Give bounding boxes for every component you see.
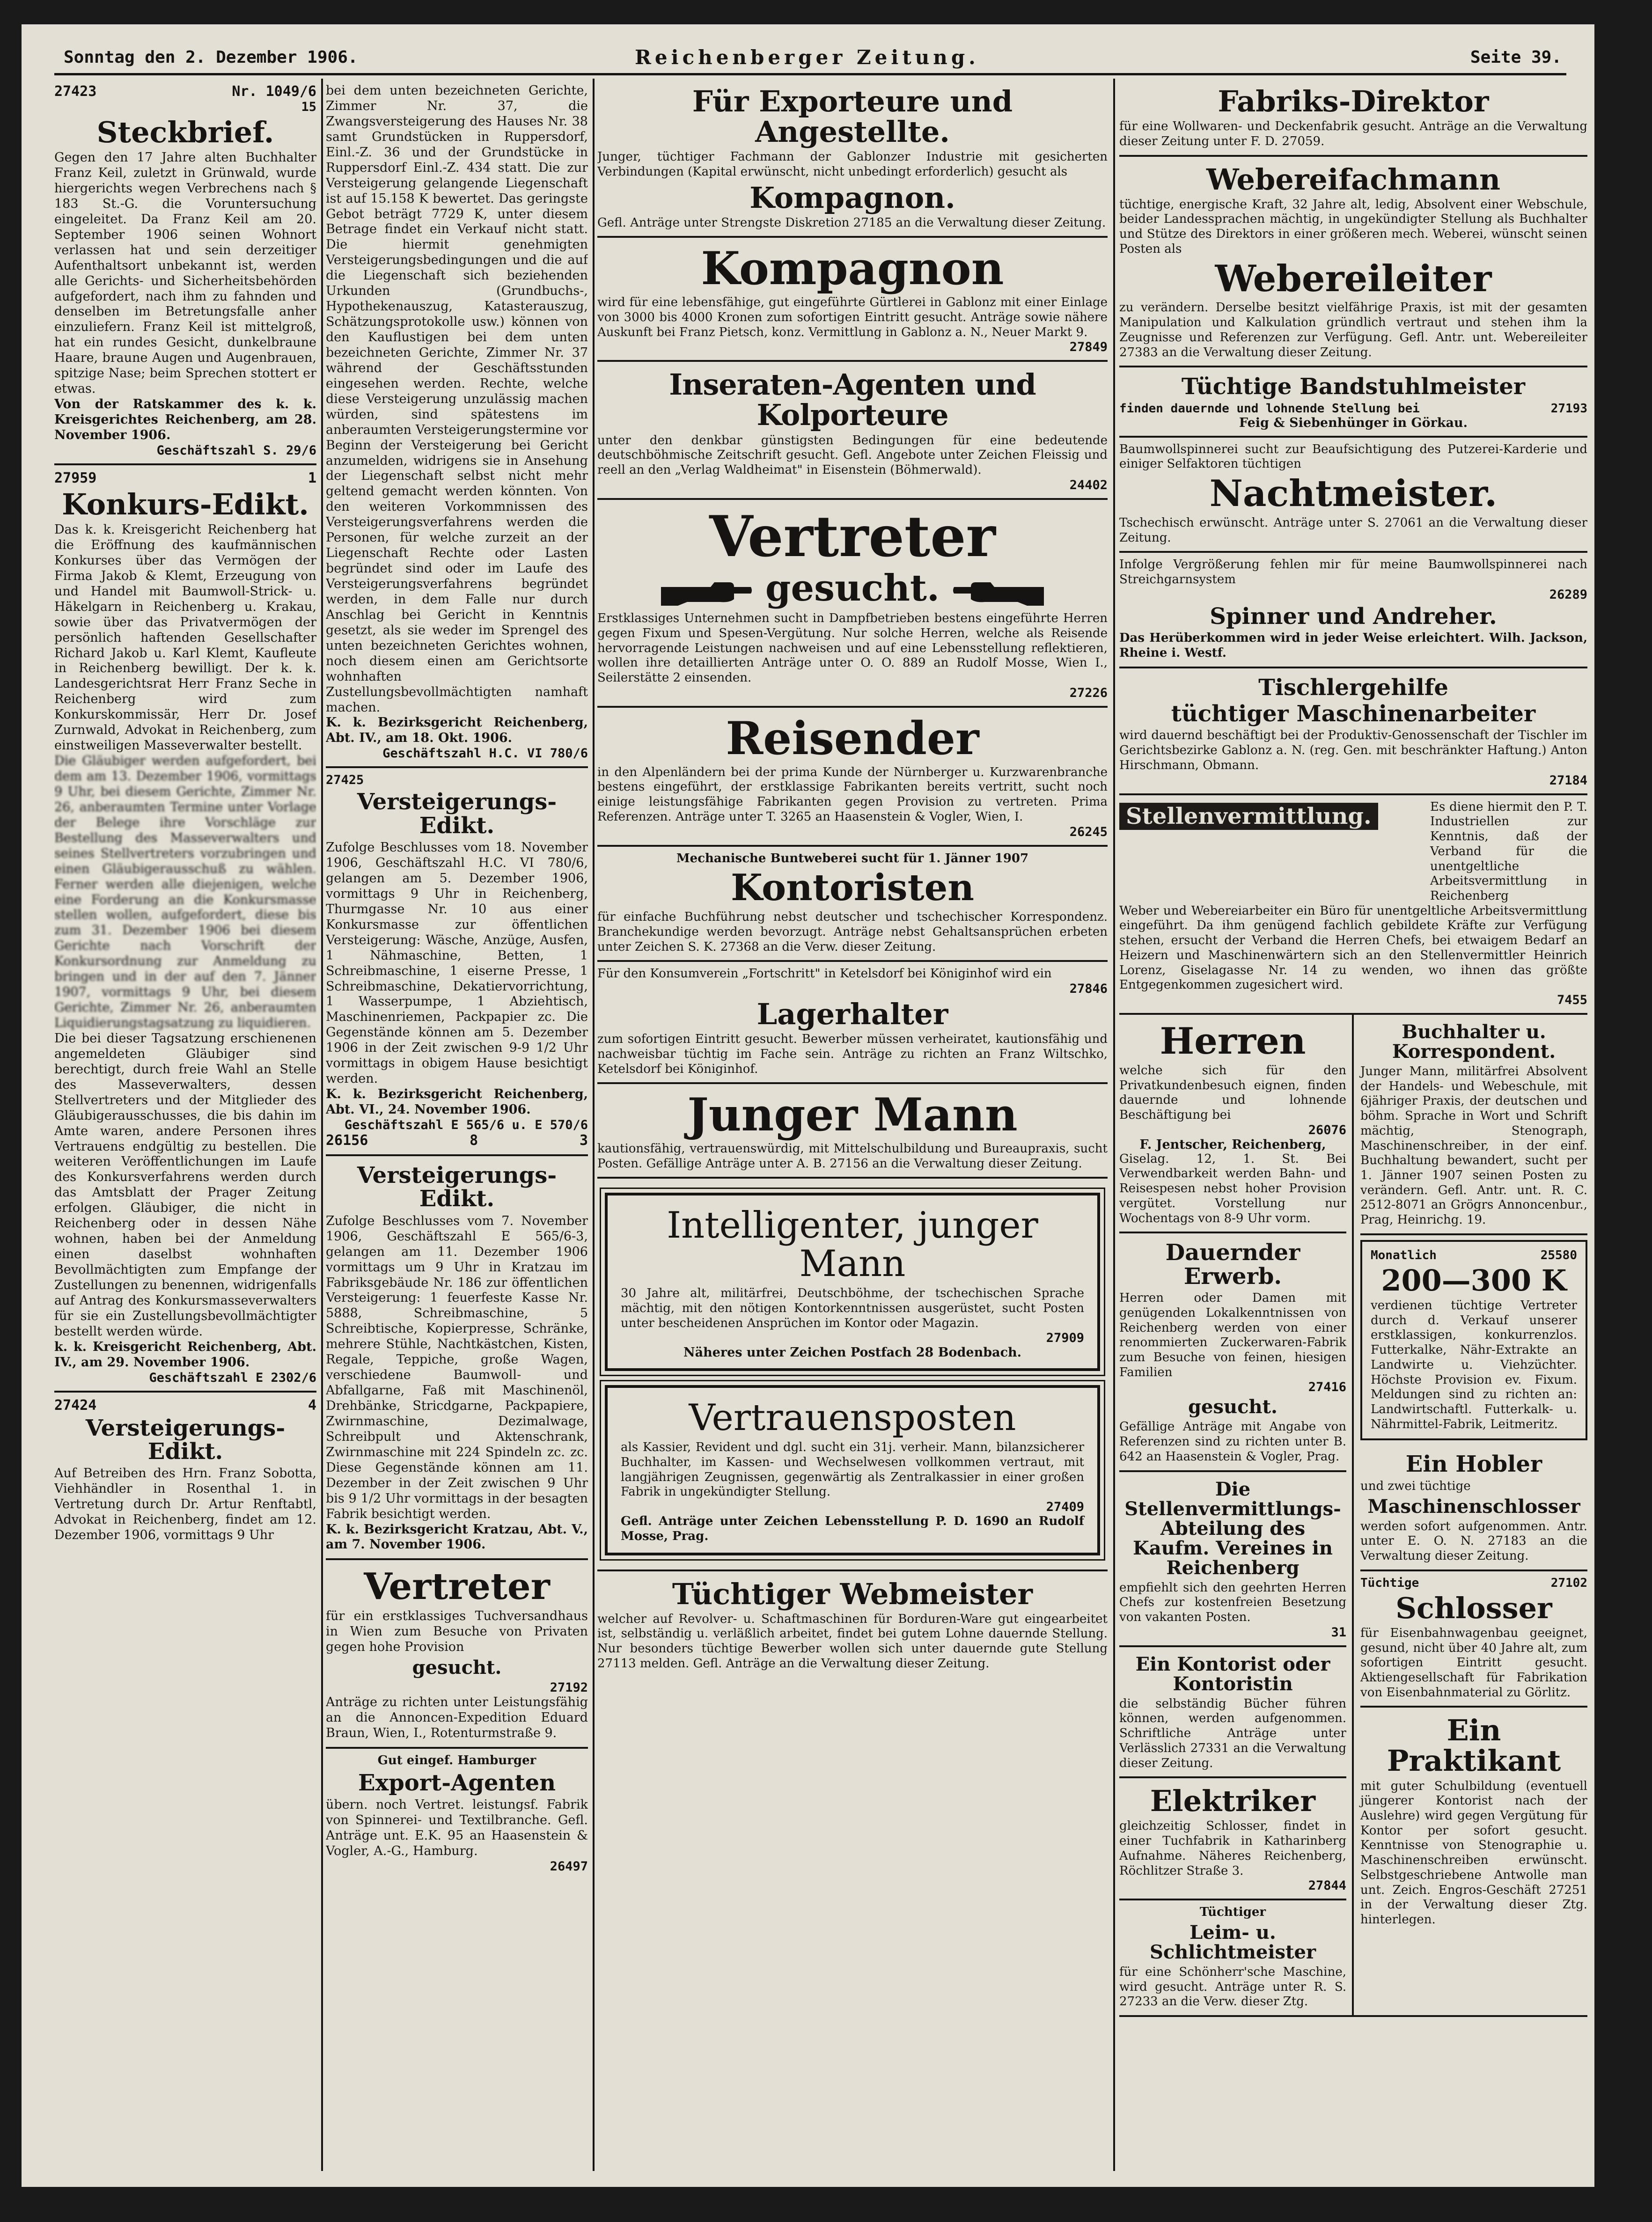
ad-pretitle: Tüchtiger xyxy=(1199,1905,1266,1920)
ad-code: 27844 xyxy=(1308,1878,1346,1893)
ad-title: Inseraten-Agenten und Kolporteure xyxy=(669,367,1036,433)
page-header xyxy=(54,38,1566,76)
ad-body-2: Weber und Webereiarbeiter ein Büro für unentgeltliche Arbeitsvermittlung eingeführt. Da ihm genügend fachlich gebildete Kräfte zur Verfügung stehen, ersucht der Verband die Herren Chefs, bei etwaigem Bedarf an Heizern und Maschinenwärtern sich an den Stellenvermittler Heinrich Lorenz, Giselagasse Nr. 14 zu wenden, wo ihnen das größte Entgegenkommen zugesichert wird. xyxy=(1119,903,1587,992)
ad-body: Auf Betreiben des Hrn. Franz Sobotta, Viehhändler in Rosenthal 1. in Vertretung durch Dr. Artur Renftabtl, Advokat in Reichenberg, findet am 12. Dezember 1906, vormittags 9 Uhr xyxy=(54,1466,316,1543)
ad-body: für eine Wollwaren- und Deckenfabrik gesucht. Anträge an die Verwaltung dieser Zeitung unter F. D. 27059. xyxy=(1119,119,1587,148)
ad-code: 25580 xyxy=(1540,1248,1577,1262)
ad-continuation xyxy=(326,79,588,768)
ad-pretitle: Für den Konsumverein „Fortschritt" in Ketelsdorf bei Königinhof wird ein xyxy=(597,967,1052,981)
ad-body: 30 Jahre alt, militärfrei, Deutschböhme, der tschechischen Sprache mächtig, mit den nötigen Kontorkenntnissen ausgerüstet, sucht Posten unter bescheidenen Ansprüchen im Kontor oder Magazin. xyxy=(621,1286,1084,1330)
column-divider xyxy=(321,79,323,2171)
ad-body-2: Gefl. Anträge unter Zeichen Lebensstellung P. D. 1690 an Rudolf Mosse, Prag. xyxy=(621,1514,1084,1543)
ad-body: übern. noch Vertret. leistungsf. Fabrik von Spinnerei- und Textilbranche. Gefl. Anträge unt. E.K. 95 an Haasenstein & Vogler, A.-G., Hamburg. xyxy=(326,1797,588,1858)
ad-title: Buchhalter u. Korrespondent. xyxy=(1392,1020,1556,1063)
ad-title: Spinner und Andreher. xyxy=(1210,603,1497,630)
ad-code: 27416 xyxy=(1308,1380,1346,1395)
ad-body: Junger, tüchtiger Fachmann der Gablonzer Industrie mit gesicherten Verbindungen (Kapital erwünscht, nicht unbedingt erforderlich) gesucht als xyxy=(597,150,1108,179)
ad-title: Versteigerungs-Edikt. xyxy=(357,789,557,839)
ad-title: 200—300 K xyxy=(1381,1263,1567,1298)
ad-body: empfiehlt sich den geehrten Herren Chefs zur kostenfreien Besetzung von vakanten Posten. xyxy=(1119,1580,1346,1625)
pointing-hand-right-icon xyxy=(659,573,753,609)
ad-title: Nachtmeister. xyxy=(1209,472,1498,515)
ad-body: Gegen den 17 Jahre alten Buchhalter Franz Keil, zuletzt in Grünwald, wurde hiergerichts wegen Verbrechens nach § 183 St.-G. die Voruntersuchung eingeleitet. Da Franz Keil am 20. September 1906 seinen Wohnort verlassen hat und sein derzeitiger Aufenthaltsort unbekannt ist, werden alle Gerichts- und Sicherheitsbehörden aufgefordert, nach ihm zu fahnden und denselben im Betretungsfalle anher einzuliefern. Franz Keil ist mittelgroß, hat ein rundes Gesicht, dunkelbraune Haare, braune Augen und Augenbrauen, spitzige Nase; beim Sprechen stottert er etwas. xyxy=(54,150,316,396)
ad-title: Junger Mann xyxy=(687,1088,1018,1142)
ad-title: Tüchtige Bandstuhlmeister xyxy=(1181,374,1526,400)
ad-stellenvermittlung-kaufm xyxy=(1119,1472,1346,1647)
ad-lagerhalter xyxy=(597,962,1108,1084)
ad-title: Konkurs-Edikt. xyxy=(62,487,309,521)
ad-leim-schlichtmeister xyxy=(1119,1900,1346,2015)
ad-versteigerung-1 xyxy=(54,1393,316,1549)
ad-subtitle: Kompagnon. xyxy=(749,180,955,215)
ad-stellenvermittlung xyxy=(1119,795,1587,1015)
ad-body: Junger Mann, militärfrei Absolvent der Handels- und Webeschule, mit 6jähriger Praxis, der deutschen und böhm. Sprache in Wort und Schrift mächtig, Stenograph, Maschinenschreiber, in der einf. Buchhaltung bewandert, sucht per 1. Jänner 1907 seinen Posten zu verändern. Gefl. Antr. unt. R. C. 2512-8071 an Grögrs Annoncenbur., Prag, Heinrichg. 19. xyxy=(1360,1064,1587,1227)
ad-webereifachmann xyxy=(1119,157,1587,368)
column-4 xyxy=(1119,79,1587,2171)
column-1 xyxy=(54,79,316,2171)
ad-steckbrief xyxy=(54,79,316,465)
ad-body: kautionsfähig, vertrauenswürdig, mit Mittelschulbildung und Bureaupraxis, sucht Posten. Gefällige Anträge unter A. B. 27156 an die Verwaltung dieser Zeitung. xyxy=(597,1142,1108,1171)
ad-signature: k. k. Kreisgericht Reichenberg, Abt. IV., am 29. November 1906. xyxy=(54,1339,316,1370)
ad-title: Schlosser xyxy=(1395,1591,1552,1625)
ad-code: 27846 xyxy=(1069,981,1108,996)
ad-pretitle: Tüchtige xyxy=(1360,1576,1419,1590)
ad-title: Reisender xyxy=(726,711,979,765)
ad-title: Die Stellenvermittlungs-Abteilung des Kaufm. Vereines in Reichenberg xyxy=(1124,1478,1341,1579)
header-masthead: Reichenberger Zeitung. xyxy=(635,46,979,69)
ad-body: Zufolge Beschlusses vom 7. November 1906, Geschäftszahl E 565/6-3, gelangen am 11. Dezember 1906 vormittags um 9 Uhr in Kratzau im Fabriksgebäude Nr. 186 zur öffentlichen Versteigerung: 1 feuerfeste Kasse Nr. 5888, Schreibmaschine, 5 Schreibtische, Kopierpresse, Schränke, mehrere Stühle, Nachtkästchen, Kisten, Regale, Teppiche, große Wagen, verschiedene Baumwoll- und Abfallgarne, Faß mit Maschinenöl, Drehbänke, Stricdgarne, Packpapiere, Zwirnmaschine, Dezimalwage, Schreibpult und Aktenschrank, Zwirnmaschine mit 224 Spindeln zc. zc. Diese Gegenstände können am 11. Dezember in der Zeit zwischen 9 Uhr bis 9 1/2 Uhr vormittags in der besagten Fabrik besichtigt werden. xyxy=(326,1213,588,1521)
ad-kontorist xyxy=(1119,1647,1346,1779)
ad-body: für eine Schönherr'sche Maschine, wird gesucht. Anträge unter R. S. 27233 an die Verw. dieser Ztg. xyxy=(1119,1965,1346,2009)
ad-body: Zufolge Beschlusses vom 18. November 1906, Geschäftszahl H.C. VI 780/6, gelangen am 5. Dezember 1906, vormittags 9 Uhr in Reichenberg, Thurmgasse Nr. 10 aus einer Konkursmasse zur öffentlichen Versteigerung: Wäsche, Anzüge, Ausfen, 1 Nähmaschine, Betten, 1 Schreibmaschine, 1 eiserne Presse, 1 Schreibmaschine, Dekatiervorrichtung, 1 Wasserpumpe, 1 Abziehtisch, Maschinenriemen, Packpapier zc. Die Gegenstände können am 5. Dezember 1906 in der Zeit zwischen 9-9 1/2 Uhr vormittags in obigem Hause besichtigt werden. xyxy=(326,840,588,1086)
header-page-number: Seite 39. xyxy=(1470,48,1562,67)
ad-title: Lagerhalter xyxy=(756,997,948,1031)
ad-title: Ein Hobler xyxy=(1405,1451,1542,1478)
ad-subtitle: tüchtiger Maschinenarbeiter xyxy=(1171,701,1536,727)
ad-title: Kompagnon xyxy=(701,242,1004,295)
ad-title: Vertrauensposten xyxy=(689,1397,1016,1439)
ad-signature: F. Jentscher, Reichenberg, xyxy=(1139,1137,1326,1152)
ad-title: Webereifachmann xyxy=(1206,162,1501,197)
ad-pretitle: Infolge Vergrößerung fehlen mir für meine Baumwollspinnerei nach Streichgarnsystem xyxy=(1119,557,1587,587)
ad-code: 26245 xyxy=(1069,824,1108,839)
ad-pretitle: Baumwollspinnerei sucht zur Beaufsichtigung des Putzerei-Karderie und einiger Selfaktoren tüchtigen xyxy=(1119,442,1587,471)
ad-title: Vertreter xyxy=(364,1565,550,1608)
ad-kontoristen xyxy=(597,847,1108,962)
ad-code: 26076 xyxy=(1308,1122,1346,1137)
ad-number: 3 xyxy=(579,1132,588,1149)
ad-body: bei dem unten bezeichneten Gerichte, Zimmer Nr. 37, die Zwangsversteigerung des Hauses Nr. 38 samt Grundstücken in Ruppersdorf, Einl.-Z. 36 und der Grundstücke in Ruppersdorf Einl.-Z. 434 statt. Die zur Versteigerung gelangende Liegenschaft ist auf 15.158 K bewertet. Das geringste Gebot beträgt 7729 K, unter diesem Betrage findet ein Verkauf nicht statt. Die hiermit genehmigten Versteigerungsbedingungen und die auf die Liegenschaft sich beziehenden Urkunden (Grundbuchs-, Hypothekenauszug, Katasterauszug, Schätzungsprotokolle usw.) können von den Kauflustigen bei dem unten bezeichneten Gerichte, Zimmer Nr. 37 während der Geschäftsstunden eingesehen werden. Rechte, welche diese Versteigerung unzulässig machen würden, sind spätestens im anberaumten Versteigerungstermine vor Beginn der Versteigerung bei Gericht anzumelden, widrigens sie in Ansehung der Liegenschaft selbst nicht mehr geltend gemacht werden könnten. Von den weiteren Vorkommnissen des Versteigerungsverfahrens werden die Personen, für welche zurzeit an der Liegenschaft Rechte oder Lasten begründet sind oder im Laufe des Versteigerungsverfahrens begründet werden, in dem Falle nur durch Anschlag bei Gericht in Kenntnis gesetzt, als sie weder im Sprengel des unten bezeichneten Gerichtes wohnen, noch diesem einen am Gerichtsorte wohnhaften Zustellungsbevollmächtigten namhaft machen. xyxy=(326,83,588,715)
ad-body: zum sofortigen Eintritt gesucht. Bewerber müssen verheiratet, kautionsfähig und nachweisbar tüchtig im Fache sein. Anträge zu richten an Franz Wiltschko, Ketelsdorf bei Königinhof. xyxy=(597,1032,1108,1076)
ad-signature: K. k. Bezirksgericht Reichenberg, Abt. IV., am 18. Okt. 1906. xyxy=(326,715,588,746)
ad-code: 26289 xyxy=(1549,587,1587,602)
ad-body: Herren oder Damen mit genügenden Lokalkenntnissen von Reichenberg werden von einer renommierten Zuckerwaren-Fabrik zum Besuche von feinen, hiesigen Familien xyxy=(1119,1291,1346,1379)
ad-body: Tschechisch erwünscht. Anträge unter S. 27061 an die Verwaltung dieser Zeitung. xyxy=(1119,515,1587,545)
ad-body: für Eisenbahnwagenbau geeignet, gesund, nicht über 40 Jahre alt, zum sofortigen Eintritt gesucht. Aktiengesellschaft für Fabrikation von Eisenbahnmaterial zu Görlitz. xyxy=(1360,1626,1587,1700)
column-divider xyxy=(1113,79,1115,2171)
ad-title: Ein Praktikant xyxy=(1387,1713,1561,1778)
case-ref: Nr. 1049/6 xyxy=(232,83,316,100)
ad-tischlergehilfe xyxy=(1119,668,1587,795)
ad-intelligenter-mann xyxy=(605,1193,1100,1371)
ad-pretitle: und zwei tüchtige xyxy=(1360,1479,1471,1493)
column-divider xyxy=(593,79,595,2171)
ad-body: Erstklassiges Unternehmen sucht in Dampfbetrieben bestens eingeführte Herren gegen Fixum und Spesen-Vergütung. Nur solche Herren, welche als Reisende hervorragende Leistungen nachweisen und auf eine Lebensstellung reflektieren, wollen ihre detaillierten Anträge unter O. O. 889 an Rudolf Mosse, Wien I., Seilerstätte 2 einsenden. xyxy=(597,611,1108,685)
ad-signature: Feig & Siebenhünger in Görkau. xyxy=(1239,415,1468,430)
ad-signature: Näheres unter Zeichen Postfach 28 Bodenbach. xyxy=(683,1345,1022,1360)
ad-pretitle: Gut eingef. Hamburger xyxy=(377,1753,536,1767)
ad-number: 1 xyxy=(308,469,316,486)
ad-body: als Kassier, Revident und dgl. sucht ein 31j. verheir. Mann, bilanzsicherer Buchhalter, im Kassen- und Wechselwesen vollkommen vertraut, mit langjährigen Zeugnissen, gegenwärtig als Zentralkassier in einer großen Fabrik in ungekündigter Stellung. xyxy=(621,1440,1084,1499)
ad-pretitle: Mechanische Buntweberei sucht für 1. Jänner 1907 xyxy=(676,851,1029,865)
ad-body: für ein erstklassiges Tuchversandhaus in Wien zum Besuche von Privaten gegen hohe Provision xyxy=(326,1609,588,1655)
ad-body: in den Alpenländern bei der prima Kunde der Nürnberger u. Kurzwarenbranche bestens eingeführt, der erstklassige Fabrikanten bereits vertritt, sucht noch einige leistungsfähige Fabrikanten gegen Provision zu vertreten. Prima Referenzen. Anträge unter T. 3265 an Haasenstein & Vogler, Wien, I. xyxy=(597,765,1108,824)
ad-signature: K. k. Bezirksgericht Reichenberg, Abt. VI., 24. November 1906. xyxy=(326,1087,588,1117)
ad-dauernder-erwerb xyxy=(1119,1233,1346,1472)
file-number: Geschäftszahl S. 29/6 xyxy=(156,443,316,458)
ad-export-agenten xyxy=(326,1749,588,1879)
ad-code: 31 xyxy=(1331,1625,1346,1640)
ad-body: tüchtige, energische Kraft, 32 Jahre alt, ledig, Absolvent einer Webschule, beider Landessprachen mächtig, in ungekündigter Stellung als Buchhalter und Stütze des Direktors in einer größeren mech. Weberei, wünscht seinen Posten als xyxy=(1119,197,1587,256)
ad-hobler xyxy=(1360,1445,1587,1571)
ad-nachtmeister xyxy=(1119,438,1587,553)
ad-subtitle: gesucht. xyxy=(765,566,940,609)
ad-body: Das Herüberkommen wird in jeder Weise erleichtert. Wilh. Jackson, Rheine i. Westf. xyxy=(1119,631,1587,660)
ad-praktikant xyxy=(1360,1708,1587,1933)
ad-body: Es diene hiermit den P. T. Industriellen zur Kenntnis, daß der Verband für die unentgeltliche Arbeitsvermittlung in Reichenberg xyxy=(1430,799,1587,903)
ad-title: Tüchtiger Webmeister xyxy=(672,1577,1033,1611)
ad-body-2: Die bei dieser Tagsatzung erschienenen angemeldeten Gläubiger sind berechtigt, durch freie Wahl an Stelle des Masseverwalters, dessen Stellvertreters und der Mitglieder des Gläubigerausschusses, die bis dahin im Amte waren, andere Personen ihres Vertrauens endgültig zu bestellen. Die weiteren Veröffentlichungen im Laufe des Konkursverfahrens werden durch das Amtsblatt der Prager Zeitung erfolgen. Gläubiger, die nicht in Reichenberg oder in dessen Nähe wohnen, haben bei der Anmeldung einen daselbst wohnhaften Bevollmächtigten zum Empfange der Zustellungen zu benennen, widrigenfalls auf Antrag des Konkursmasseverwalters für sie ein Zustellungsbevollmächtigter bestellt werden würde. xyxy=(54,1031,316,1339)
ad-buchhalter xyxy=(1360,1015,1587,1235)
ad-vertreter-gesucht xyxy=(597,500,1108,708)
ad-body: gleichzeitig Schlosser, findet in einer Tuchfabrik in Katharinberg Aufnahme. Näheres Reichenberg, Röchlitzer Straße 3. xyxy=(1119,1819,1346,1878)
ad-body: welche sich für den Privatkundenbesuch eignen, finden dauernde und lohnende Beschäftigung bei xyxy=(1119,1063,1346,1122)
ad-title: Versteigerungs-Edikt. xyxy=(85,1415,286,1465)
ad-signature: Von der Ratskammer des k. k. Kreisgerichtes Reichenberg, am 28. November 1906. xyxy=(54,397,316,442)
ad-code: 27193 xyxy=(1550,401,1587,416)
ad-body: mit guter Schulbildung (eventuell jüngerer Kontorist nach der Auslehre) wird gegen Vergütung für Kontor per sofort gesucht. Kenntnisse von Stenographie u. Maschinenschreiben erwünscht. Selbstgeschriebene Antwolle man unt. Zeich. Engros-Geschäft 27251 in der Verwaltung dieser Ztg. hinterlegen. xyxy=(1360,1779,1587,1927)
ad-spinner xyxy=(1119,553,1587,668)
ad-body: für einfache Buchführung nebst deutscher und tschechischer Korrespondenz. Branchekundige werden bevorzugt. Anträge nebst Gehaltsansprüchen erbeten unter Zeichen S. K. 27368 an die Verw. dieser Zeitung. xyxy=(597,910,1108,954)
ad-body-2: Giselag. 12, 1. St. Bei Verwendbarkeit werden Bahn- und Reisespesen nebst hoher Provision vergütet. Vorstellung nur Wochentags von 8-9 Uhr vorm. xyxy=(1119,1151,1346,1225)
ad-body: welcher auf Revolver- u. Schaftmaschinen für Borduren-Ware gut eingearbeitet ist, selbständig u. verläßlich arbeitet, findet bei gutem Lohne dauernde Stellung. Nur besonders tüchtige Bewerber wollen sich unter dauernde gute Stellung 27113 melden. Gefl. Anträge an die Verwaltung dieser Zeitung. xyxy=(597,1612,1108,1671)
ad-title: Intelligenter, junger Mann xyxy=(667,1204,1038,1285)
ad-title: Tischlergehilfe xyxy=(1258,674,1448,701)
ad-webmeister xyxy=(597,1569,1108,1677)
ad-title: Versteigerungs-Edikt. xyxy=(357,1162,557,1212)
ad-schlosser xyxy=(1360,1571,1587,1708)
ad-elektriker xyxy=(1119,1778,1346,1900)
ad-code: 27909 xyxy=(1046,1331,1084,1346)
ad-subtitle: gesucht. xyxy=(1188,1396,1278,1418)
ad-code: 26156 xyxy=(326,1132,368,1149)
ad-code: 27184 xyxy=(1549,773,1587,788)
ad-code: 27423 xyxy=(54,83,97,100)
ad-title: Dauernder Erwerb. xyxy=(1165,1239,1300,1290)
column-2 xyxy=(326,79,588,2171)
ad-code: 27226 xyxy=(1069,685,1108,700)
ad-number: 4 xyxy=(308,1397,316,1414)
ad-code: 27424 xyxy=(54,1397,97,1414)
ad-body: Das k. k. Kreisgericht Reichenberg hat die Eröffnung des kaufmännischen Konkurses über das Vermögen der Firma Jakob & Klemt, Erzeugung von und Handel mit Baumwoll-Strick- u. Häkelgarn in Reichenberg u. Krakau, sowie über das Privatvermögen der persönlich haftenden Gesellschafter Richard Jakob u. Karl Klemt, Kaufleute in Reichenberg bewilligt. Der k. k. Landesgerichtsrat Herr Franz Seche in Reichenberg wird zum Konkurskommissär, Herr Dr. Josef Zurnwald, Advokat in Reichenberg, zum einstweiligen Masseverwalter bestellt. xyxy=(54,522,316,753)
ad-body-2: Gefl. Anträge unter Strengste Diskretion 27185 an die Verwaltung dieser Zeitung. xyxy=(597,215,1106,230)
ad-body: die selbständig Bücher führen können, werden aufgenommen. Schriftliche Anträge unter Verlässlich 27331 an die Verwaltung dieser Zeitung. xyxy=(1119,1696,1346,1770)
ad-fabriks-direktor xyxy=(1119,79,1587,157)
ad-body-2: Gefällige Anträge mit Angabe von Referenzen sind zu richten unter B. 642 an Haasenstein & Vogler, Prag. xyxy=(1119,1420,1346,1464)
ad-body: wird dauernd beschäftigt bei der Produktiv-Genossenschaft der Tischler im Gerichtsbezirke Gablonz a. N. (reg. Gen. mit beschränkter Haftung.) Anton Hirschmann, Obmann. xyxy=(1119,728,1587,772)
ad-title: Export-Agenten xyxy=(358,1769,556,1796)
ad-body: werden sofort aufgenommen. Antr. unter E. O. N. 27183 an die Verwaltung dieser Zeitung. xyxy=(1360,1519,1587,1563)
ad-code: 27959 xyxy=(54,469,97,486)
ad-code: 27409 xyxy=(1046,1500,1084,1515)
ad-body: unter den denkbar günstigsten Bedingungen für eine bedeutende deutschböhmische Zeitschrift gesucht. Gefl. Angebote unter Zeichen Fleissig und reell an den „Verlag Waldheimat" in Eisenstein (Böhmerwald). xyxy=(597,433,1108,477)
ad-code: 26497 xyxy=(550,1859,588,1874)
ad-herren xyxy=(1119,1015,1346,1233)
ad-junger-mann xyxy=(597,1084,1108,1179)
ad-subtitle: Webereileiter xyxy=(1215,257,1492,300)
file-number: Geschäftszahl H.C. VI 780/6 xyxy=(382,746,588,761)
case-ref-2: 15 xyxy=(301,100,316,114)
ad-kompagnon xyxy=(597,238,1108,362)
ad-body-smudged: Die Gläubiger werden aufgefordert, bei dem am 13. Dezember 1906, vormittags 9 Uhr, bei diesem Gerichte, Zimmer Nr. 26, anberaumten Termine unter Vorlage der Belege ihre Vorschläge zur Bestellung des Masseverwalters und seines Stellvertreters vorzubringen und einen Gläubigerausschuß zu wählen. Ferner werden alle diejenigen, welche eine Forderung an die Konkursmasse stellen wollen, aufgefordert, diese bis zum 31. Dezember 1906 bei diesem Gerichte nach Vorschrift der Konkursordnung zur Anmeldung zu bringen und in der auf den 7. Jänner 1907, vormittags 9 Uhr, bei diesem Gerichte, Zimmer Nr. 26, anberaumten Liquidierungstagsatzung zu liquidieren. xyxy=(54,754,316,1030)
ad-vertrauensposten xyxy=(605,1385,1100,1555)
ad-title: Stellenvermittlung. xyxy=(1119,803,1378,830)
ad-label: Monatlich xyxy=(1371,1248,1437,1262)
file-number: Geschäftszahl E 565/6 u. E 570/6 xyxy=(344,1117,588,1132)
file-number: Geschäftszahl E 2302/6 xyxy=(149,1370,316,1385)
ad-versteigerung-3 xyxy=(326,1156,588,1560)
ad-konkurs-edikt xyxy=(54,465,316,1393)
ad-title: Leim- u. Schlichtmeister xyxy=(1149,1921,1316,1964)
ad-number: 8 xyxy=(470,1132,478,1149)
ad-title: Steckbrief. xyxy=(96,115,274,149)
ad-body-2: zu verändern. Derselbe besitzt vielfährige Praxis, ist mit der gesamten Manipulation und Kalkulation gründlich vertraut und stehen ihm la Zeugnisse und Referenzen zur Verfügung. Gefl. Antr. unt. Webereileiter 27383 an die Verwaltung dieser Zeitung. xyxy=(1119,301,1587,359)
ad-vertreter-wien xyxy=(326,1560,588,1749)
ad-subtitle: gesucht. xyxy=(412,1657,502,1679)
header-rule xyxy=(54,73,1566,75)
header-date: Sonntag den 2. Dezember 1906. xyxy=(64,48,358,67)
ad-title: Herren xyxy=(1160,1019,1306,1063)
ad-code: 27849 xyxy=(1069,340,1108,355)
ad-code: 27102 xyxy=(1550,1576,1587,1590)
pointing-hand-left-icon xyxy=(952,573,1046,609)
ad-exporteure xyxy=(597,79,1108,238)
ad-subtitle: Maschinenschlosser xyxy=(1367,1495,1580,1518)
ad-signature: K. k. Bezirksgericht Kratzau, Abt. V., am 7. November 1906. xyxy=(326,1522,588,1552)
newspaper-page xyxy=(22,24,1594,2187)
ad-title: Für Exporteure und Angestellte. xyxy=(692,84,1013,149)
ad-body-2: Anträge zu richten unter Leistungsfähig an die Annoncen-Expedition Eduard Braun, Wien, I., Rotenturmstraße 9. xyxy=(326,1695,588,1740)
ad-body: finden dauernde und lohnende Stellung bei xyxy=(1119,401,1420,416)
ad-title: Ein Kontorist oder Kontoristin xyxy=(1135,1653,1330,1695)
ad-title: Kontoristen xyxy=(731,866,974,909)
ad-bandstuhlmeister xyxy=(1119,367,1587,437)
ad-inseraten-agenten xyxy=(597,362,1108,499)
ad-title: Vertreter xyxy=(709,503,996,570)
ad-code: 7455 xyxy=(1557,992,1587,1007)
ad-code: 27425 xyxy=(326,773,364,788)
ad-code: 24402 xyxy=(1069,477,1108,492)
ad-monatlich xyxy=(1360,1240,1587,1441)
ad-code: 27192 xyxy=(550,1680,588,1695)
ad-reisender xyxy=(597,708,1108,847)
ad-versteigerung-2 xyxy=(326,768,588,1156)
ad-body: wird für eine lebensfähige, gut eingeführte Gürtlerei in Gablonz mit einer Einlage von 3000 bis 4000 Kronen zum sofortigen Eintritt gesucht. Anträge sowie nähere Auskunft bei Franz Pietsch, konz. Vermittlung in Gablonz a. N., Neuer Markt 9. xyxy=(597,295,1108,339)
ad-title: Elektriker xyxy=(1150,1784,1316,1819)
ad-body: verdienen tüchtige Vertreter durch d. Verkauf unserer erstklassigen, konkurrenzlos. Futterkalke, Nähr-Extrakte an Landwirte u. Viehzüchter. Höchste Provision ev. Fixum. Meldungen sind zu richten an: Landwirtschaftl. Futterkalk- u. Nährmittel-Fabrik, Leitmeritz. xyxy=(1371,1298,1577,1431)
column-3 xyxy=(597,79,1108,2171)
ad-title: Fabriks-Direktor xyxy=(1218,84,1489,118)
